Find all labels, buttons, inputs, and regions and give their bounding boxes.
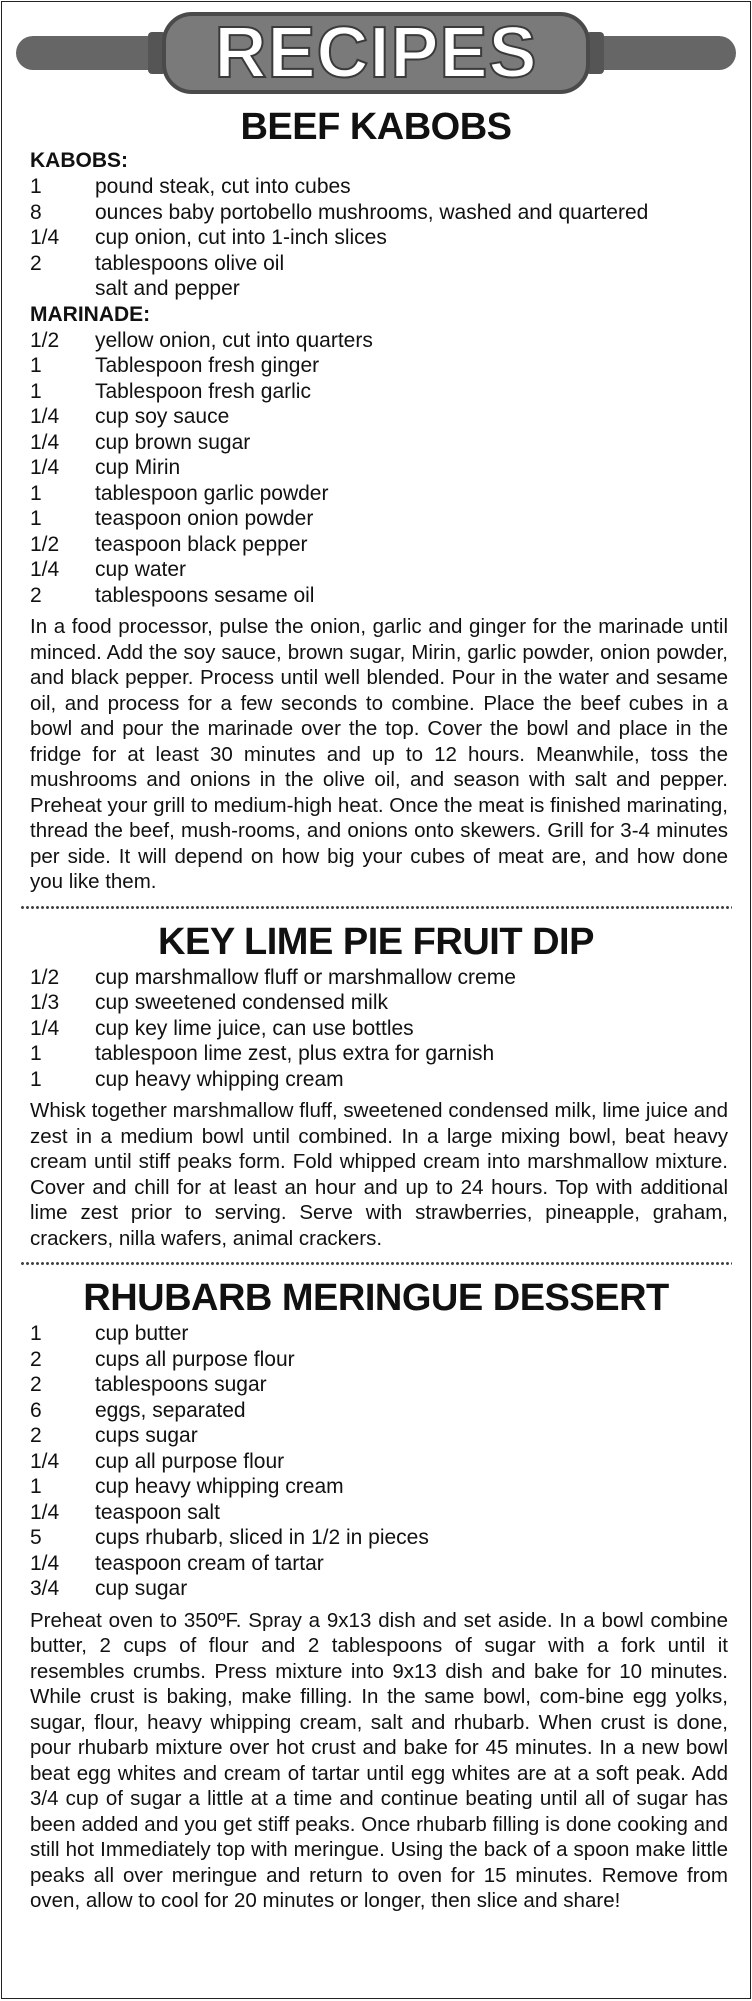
ingredient-row: [30, 353, 750, 379]
ingredient-row: [30, 1525, 750, 1551]
ingredient-desc: teaspoon cream of tartar: [95, 1551, 324, 1575]
ingredient-row: [30, 1398, 750, 1424]
ingredient-qty: 8: [30, 200, 42, 224]
ingredient-row: [30, 583, 750, 609]
ingredient-qty: 1/4: [30, 405, 60, 428]
ingredient-desc: tablespoons sugar: [95, 1373, 267, 1396]
ingredient-qty: 1: [30, 481, 42, 505]
dotted-divider: [20, 904, 732, 911]
ingredient-row: [30, 506, 750, 532]
ingredient-desc: cup key lime juice, can use bottles: [95, 1016, 414, 1040]
ingredient-list-kabobs: [30, 174, 750, 302]
ingredient-qty: 1/4: [30, 1500, 60, 1524]
ingredient-row: [30, 430, 750, 456]
ingredient-row: [30, 251, 750, 277]
ingredient-qty: 6: [30, 1398, 42, 1422]
ingredient-desc: Tablespoon fresh garlic: [95, 379, 311, 403]
ingredient-desc: Tablespoon fresh ginger: [95, 354, 320, 377]
recipe-key-lime-pie-fruit-dip: [2, 920, 750, 1252]
ingredient-qty: 1/4: [30, 1449, 60, 1473]
ingredient-qty: 2: [30, 1424, 42, 1447]
ingredient-qty: 2: [30, 1347, 42, 1371]
ingredient-qty: 1/2: [30, 965, 60, 989]
recipe-title: RHUBARB MERINGUE DESSERT: [83, 1277, 669, 1319]
ingredient-desc: teaspoon onion powder: [95, 507, 314, 530]
ingredient-row: [30, 1551, 750, 1577]
rolling-pin-left-handle-icon: [16, 36, 156, 70]
ingredient-row: [30, 1321, 750, 1347]
ingredient-row: [30, 1067, 750, 1093]
ingredient-desc: ounces baby portobello mushrooms, washed and quartered: [95, 200, 649, 224]
ingredient-desc: cup heavy whipping cream: [95, 1475, 344, 1498]
ingredient-desc: cup marshmallow fluff or marshmallow creme: [95, 965, 516, 989]
ingredient-row: [30, 965, 750, 991]
ingredient-desc: tablespoon garlic powder: [95, 481, 329, 505]
ingredient-row: [30, 1423, 750, 1449]
ingredient-qty: 1: [30, 175, 42, 198]
ingredient-row: [30, 328, 750, 354]
ingredient-desc: salt and pepper: [95, 277, 240, 300]
recipe-title: KEY LIME PIE FRUIT DIP: [158, 920, 594, 963]
ingredient-desc: cup Mirin: [95, 456, 181, 479]
ingredient-row: [30, 174, 750, 200]
recipe-method: Preheat oven to 350ºF. Spray a 9x13 dish and set aside. In a bowl combine butter, 2 cups of flour and 2 tablespoons of sugar with a fork until it resembles crumbs. Press mixture into 9x13 dish and bake for 10 minutes. While crust is baking, make filling. In the same bowl, com-bine egg yolks, sugar, flour, heavy whipping cream, salt and rhubarb. When crust is done, pour rhubarb mixture over hot crust and bake for 45 minutes. In a new bowl beat egg whites and cream of tartar until egg whites are at a soft peak. Add 3/4 cup of sugar a little at a time and continue beating until all of sugar has been added and you get stiff peaks. Once rhubarb filling is done cooking and still hot Immediately top with meringue. Using the back of a spoon make little peaks all over meringue and return to oven for 15 minutes. Remove from oven, allow to cool for 20 minutes or longer, then slice and share!: [30, 1608, 728, 1912]
section-heading-marinade: MARINADE:: [30, 302, 151, 326]
ingredient-desc: cup water: [95, 558, 187, 581]
ingredient-list: [30, 1321, 750, 1602]
recipe-method: In a food processor, pulse the onion, garlic and ginger for the marinade until minced. Add the soy sauce, brown sugar, Mirin, garlic powder, onion powder, and black pepper. Process until well blended. Pour in the water and sesame oil, and process for a few seconds to combine. Place the beef cubes in a bowl and pour the marinade over the top. Cover the bowl and place in the fridge for at least 30 minutes and up to 12 hours. Meanwhile, toss the mushrooms and onions in the olive oil, and season with salt and pepper. Preheat your grill to medium-high heat. Once the meat is finished marinating, thread the beef, mush-rooms, and onions onto skewers. Grill for 3-4 minutes per side. It will depend on how big your cubes of meat are, and how done you like them.: [30, 615, 728, 893]
banner-title: RECIPES: [214, 13, 538, 93]
ingredient-qty: [30, 276, 95, 302]
ingredient-qty: 1/2: [30, 532, 60, 556]
recipe-rhubarb-meringue-dessert: [2, 1279, 750, 1914]
ingredient-qty: 1/4: [30, 1016, 60, 1040]
ingredient-row: [30, 1016, 750, 1042]
ingredient-row: [30, 532, 750, 558]
ingredient-desc: teaspoon salt: [95, 1500, 220, 1524]
ingredient-qty: 1/4: [30, 1551, 60, 1575]
ingredient-row: [30, 404, 750, 430]
ingredient-row: [30, 990, 750, 1016]
recipe-beef-kabobs: [2, 108, 750, 895]
ingredient-qty: 1: [30, 1042, 42, 1065]
ingredient-row: [30, 1041, 750, 1067]
ingredient-row: [30, 276, 750, 302]
ingredient-row: [30, 1576, 750, 1602]
ingredient-row: [30, 1500, 750, 1526]
ingredient-qty: 1/3: [30, 991, 60, 1014]
ingredient-qty: 2: [30, 583, 42, 607]
ingredient-qty: 1: [30, 1475, 42, 1498]
ingredient-qty: 1/4: [30, 456, 60, 479]
ingredient-qty: 1/2: [30, 328, 60, 352]
ingredient-desc: pound steak, cut into cubes: [95, 175, 351, 198]
ingredient-desc: cups sugar: [95, 1424, 198, 1447]
ingredient-qty: 1: [30, 354, 42, 377]
ingredient-desc: cup heavy whipping cream: [95, 1067, 344, 1091]
ingredient-desc: eggs, separated: [95, 1398, 246, 1422]
ingredient-desc: cup sugar: [95, 1577, 188, 1600]
ingredient-qty: 1: [30, 379, 42, 403]
ingredient-desc: cups rhubarb, sliced in 1/2 in pieces: [95, 1526, 429, 1549]
recipe-title: BEEF KABOBS: [240, 106, 512, 148]
ingredient-desc: cup soy sauce: [95, 405, 230, 428]
ingredient-qty: 5: [30, 1526, 42, 1549]
ingredient-desc: cup onion, cut into 1-inch slices: [95, 226, 387, 249]
ingredient-desc: tablespoons olive oil: [95, 251, 285, 275]
recipe-method: Whisk together marshmallow fluff, sweetened condensed milk, lime juice and zest in a medium bowl until combined. In a large mixing bowl, beat heavy cream until stiff peaks form. Fold whipped cream into marshmallow mixture. Cover and chill for at least an hour and up to 24 hours. Top with additional lime zest prior to serving. Serve with strawberries, pineapple, graham, crackers, nilla wafers, animal crackers.: [30, 1099, 728, 1250]
section-heading-kabobs: KABOBS:: [30, 149, 128, 172]
dotted-divider: [20, 1260, 732, 1267]
ingredient-row: [30, 379, 750, 405]
ingredient-qty: 1/4: [30, 558, 60, 581]
ingredient-desc: teaspoon black pepper: [95, 532, 308, 556]
ingredient-row: [30, 1347, 750, 1373]
ingredient-qty: 1/4: [30, 226, 60, 249]
ingredient-desc: cup all purpose flour: [95, 1449, 285, 1473]
ingredient-list: [30, 965, 750, 1093]
ingredient-desc: cups all purpose flour: [95, 1347, 295, 1371]
ingredient-qty: 3/4: [30, 1577, 60, 1600]
ingredient-row: [30, 1372, 750, 1398]
ingredient-desc: cup butter: [95, 1322, 189, 1345]
ingredient-qty: 1: [30, 1067, 42, 1091]
ingredient-row: [30, 225, 750, 251]
ingredient-row: [30, 1449, 750, 1475]
ingredient-desc: tablespoon lime zest, plus extra for garnish: [95, 1042, 495, 1065]
ingredient-row: [30, 481, 750, 507]
ingredient-desc: cup sweetened condensed milk: [95, 991, 389, 1014]
recipe-page: [1, 1, 751, 1999]
ingredient-qty: 1: [30, 1322, 42, 1345]
rolling-pin-banner: [2, 2, 750, 112]
ingredient-desc: cup brown sugar: [95, 430, 251, 454]
rolling-pin-roller: [162, 12, 590, 94]
ingredient-row: [30, 200, 750, 226]
ingredient-desc: yellow onion, cut into quarters: [95, 328, 373, 352]
ingredient-row: [30, 1474, 750, 1500]
ingredient-desc: tablespoons sesame oil: [95, 583, 315, 607]
ingredient-row: [30, 455, 750, 481]
ingredient-qty: 2: [30, 1373, 42, 1396]
rolling-pin-right-handle-icon: [596, 36, 736, 70]
ingredient-qty: 1: [30, 507, 42, 530]
ingredient-row: [30, 557, 750, 583]
ingredient-qty: 2: [30, 251, 42, 275]
ingredient-qty: 1/4: [30, 430, 60, 454]
ingredient-list-marinade: [30, 328, 750, 609]
